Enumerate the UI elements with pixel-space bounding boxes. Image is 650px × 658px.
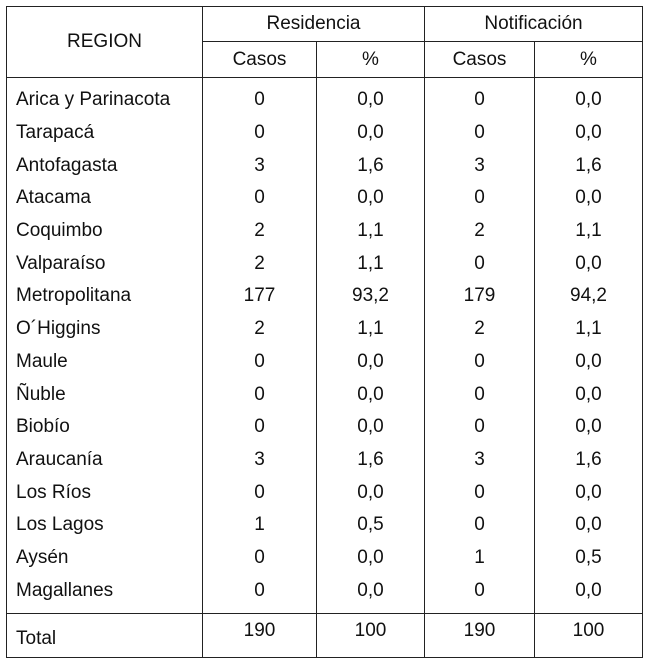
notificacion-casos-cell: 0 <box>425 346 535 379</box>
notificacion-casos-cell: 0 <box>425 78 535 117</box>
residencia-casos-cell: 0 <box>203 346 317 379</box>
total-notificacion-percent: 100 <box>535 614 643 658</box>
cases-by-region-table <box>6 6 643 658</box>
notificacion-percent-cell: 1,1 <box>535 313 643 346</box>
region-name-cell: Aysén <box>7 542 203 575</box>
region-name-cell: Magallanes <box>7 574 203 613</box>
region-name-cell: O´Higgins <box>7 313 203 346</box>
notificacion-casos-cell: 1 <box>425 542 535 575</box>
total-notificacion-casos: 190 <box>425 614 535 658</box>
residencia-casos-cell: 2 <box>203 215 317 248</box>
region-name-cell: Arica y Parinacota <box>7 78 203 117</box>
residencia-casos-cell: 2 <box>203 313 317 346</box>
region-name-cell: Maule <box>7 346 203 379</box>
residencia-percent-cell: 0,0 <box>317 378 425 411</box>
residencia-percent-cell: 1,6 <box>317 444 425 477</box>
notificacion-percent-cell: 0,0 <box>535 378 643 411</box>
table-row <box>7 378 643 411</box>
region-name-cell: Metropolitana <box>7 280 203 313</box>
notificacion-percent-cell: 0,0 <box>535 411 643 444</box>
total-residencia-percent: 100 <box>317 614 425 658</box>
notificacion-percent-cell: 1,6 <box>535 149 643 182</box>
table-footer <box>7 614 643 658</box>
table-row <box>7 117 643 150</box>
residencia-percent-cell: 0,0 <box>317 78 425 117</box>
table-row <box>7 215 643 248</box>
table-row <box>7 542 643 575</box>
region-name-cell: Valparaíso <box>7 247 203 280</box>
residencia-casos-header: Casos <box>203 42 317 78</box>
notificacion-group-header: Notificación <box>425 7 643 42</box>
total-row <box>7 614 643 658</box>
residencia-percent-cell: 1,6 <box>317 149 425 182</box>
residencia-percent-cell: 93,2 <box>317 280 425 313</box>
notificacion-casos-cell: 179 <box>425 280 535 313</box>
notificacion-percent-cell: 1,6 <box>535 444 643 477</box>
residencia-percent-header: % <box>317 42 425 78</box>
residencia-percent-cell: 0,0 <box>317 117 425 150</box>
region-name-cell: Coquimbo <box>7 215 203 248</box>
residencia-casos-cell: 0 <box>203 78 317 117</box>
table-row <box>7 182 643 215</box>
residencia-percent-cell: 0,0 <box>317 346 425 379</box>
notificacion-percent-header: % <box>535 42 643 78</box>
residencia-casos-cell: 0 <box>203 182 317 215</box>
notificacion-percent-cell: 0,0 <box>535 117 643 150</box>
residencia-percent-cell: 1,1 <box>317 313 425 346</box>
notificacion-casos-cell: 3 <box>425 444 535 477</box>
table-row <box>7 78 643 117</box>
region-name-cell: Atacama <box>7 182 203 215</box>
residencia-casos-cell: 0 <box>203 574 317 613</box>
residencia-percent-cell: 0,0 <box>317 476 425 509</box>
table-row <box>7 280 643 313</box>
region-name-cell: Tarapacá <box>7 117 203 150</box>
notificacion-casos-cell: 0 <box>425 117 535 150</box>
notificacion-casos-cell: 0 <box>425 476 535 509</box>
residencia-casos-cell: 0 <box>203 542 317 575</box>
notificacion-casos-cell: 0 <box>425 574 535 613</box>
residencia-casos-cell: 0 <box>203 117 317 150</box>
residencia-percent-cell: 1,1 <box>317 215 425 248</box>
notificacion-percent-cell: 0,0 <box>535 509 643 542</box>
table-row <box>7 346 643 379</box>
table-row <box>7 411 643 444</box>
notificacion-casos-cell: 0 <box>425 247 535 280</box>
notificacion-casos-cell: 0 <box>425 411 535 444</box>
region-name-cell: Los Lagos <box>7 509 203 542</box>
notificacion-percent-cell: 0,0 <box>535 247 643 280</box>
residencia-casos-cell: 2 <box>203 247 317 280</box>
notificacion-percent-cell: 0,0 <box>535 574 643 613</box>
notificacion-casos-cell: 2 <box>425 215 535 248</box>
notificacion-percent-cell: 94,2 <box>535 280 643 313</box>
table-row <box>7 149 643 182</box>
table-row <box>7 476 643 509</box>
residencia-casos-cell: 177 <box>203 280 317 313</box>
table-row <box>7 574 643 613</box>
residencia-percent-cell: 0,5 <box>317 509 425 542</box>
residencia-group-header: Residencia <box>203 7 425 42</box>
region-name-cell: Araucanía <box>7 444 203 477</box>
table-row <box>7 313 643 346</box>
residencia-casos-cell: 0 <box>203 378 317 411</box>
notificacion-casos-cell: 2 <box>425 313 535 346</box>
table-row <box>7 509 643 542</box>
region-name-cell: Antofagasta <box>7 149 203 182</box>
table-body <box>7 78 643 614</box>
table-row <box>7 247 643 280</box>
residencia-percent-cell: 0,0 <box>317 542 425 575</box>
residencia-percent-cell: 0,0 <box>317 182 425 215</box>
notificacion-percent-cell: 0,5 <box>535 542 643 575</box>
notificacion-percent-cell: 1,1 <box>535 215 643 248</box>
table-row <box>7 444 643 477</box>
residencia-percent-cell: 1,1 <box>317 247 425 280</box>
table-header <box>7 7 643 78</box>
notificacion-casos-cell: 0 <box>425 378 535 411</box>
notificacion-casos-header: Casos <box>425 42 535 78</box>
residencia-casos-cell: 1 <box>203 509 317 542</box>
notificacion-casos-cell: 0 <box>425 509 535 542</box>
total-label: Total <box>7 614 203 658</box>
total-residencia-casos: 190 <box>203 614 317 658</box>
notificacion-casos-cell: 0 <box>425 182 535 215</box>
notificacion-casos-cell: 3 <box>425 149 535 182</box>
region-name-cell: Ñuble <box>7 378 203 411</box>
region-column-header: REGION <box>7 7 203 78</box>
residencia-casos-cell: 3 <box>203 444 317 477</box>
region-name-cell: Los Ríos <box>7 476 203 509</box>
residencia-casos-cell: 3 <box>203 149 317 182</box>
notificacion-percent-cell: 0,0 <box>535 182 643 215</box>
residencia-percent-cell: 0,0 <box>317 411 425 444</box>
residencia-casos-cell: 0 <box>203 476 317 509</box>
notificacion-percent-cell: 0,0 <box>535 346 643 379</box>
residencia-percent-cell: 0,0 <box>317 574 425 613</box>
notificacion-percent-cell: 0,0 <box>535 78 643 117</box>
region-name-cell: Biobío <box>7 411 203 444</box>
residencia-casos-cell: 0 <box>203 411 317 444</box>
notificacion-percent-cell: 0,0 <box>535 476 643 509</box>
